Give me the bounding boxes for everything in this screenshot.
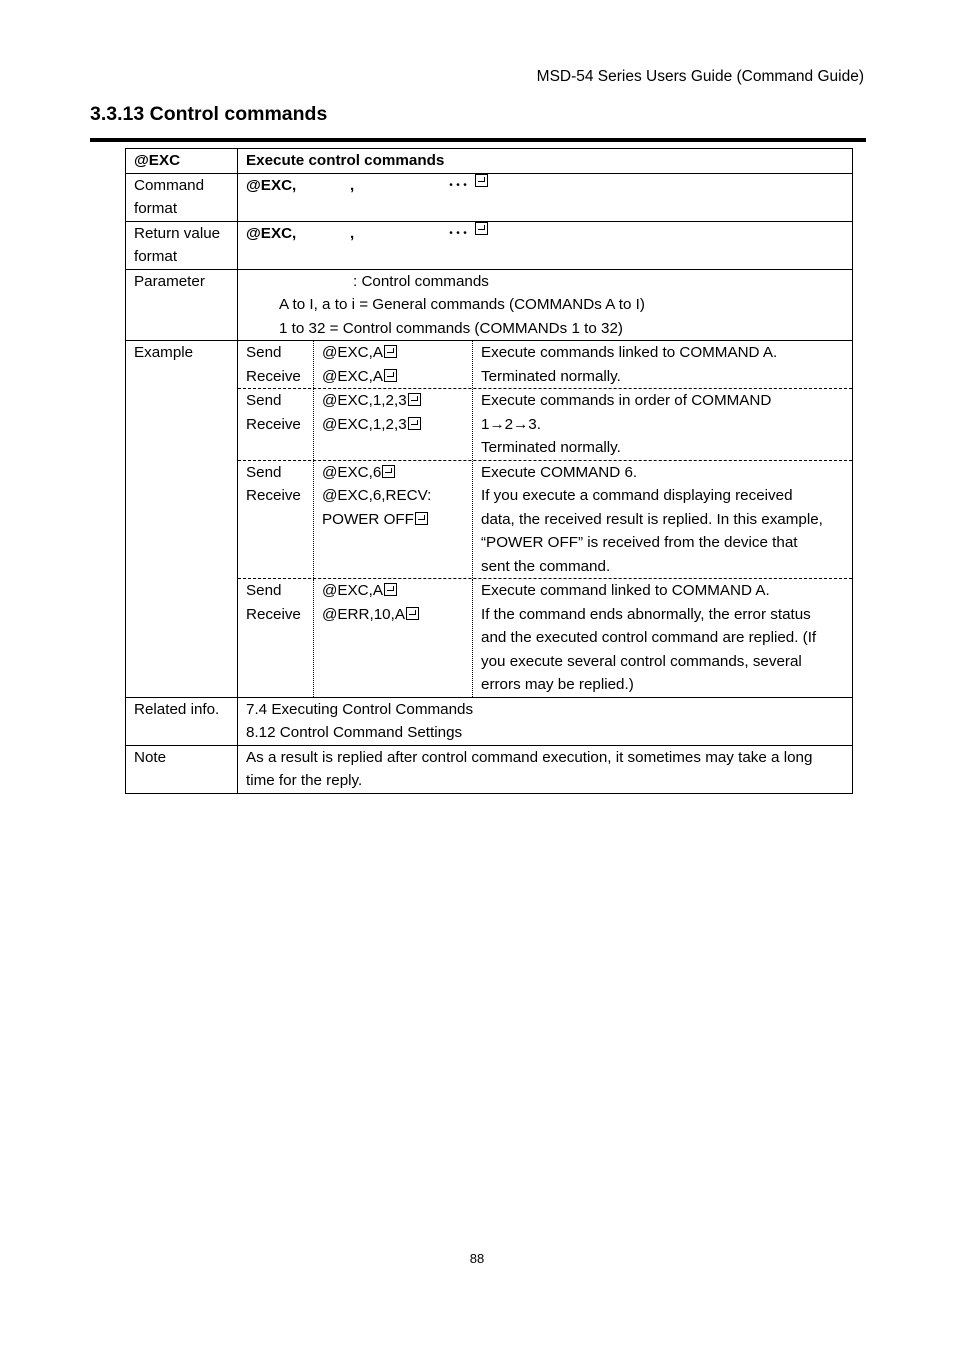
command-description-cell: Execute control commands [238, 149, 853, 174]
return-key-icon [384, 583, 397, 596]
parameter-value: : Control commands A to I, a to i = General commands (COMMANDs A to I) 1 to 32 = Control commands (COMMANDs 1 to 32) [238, 269, 853, 341]
receive-response: @EXC,A [322, 367, 383, 385]
example-block: Send Receive @EXC,6 @EXC,6,RECV: POWER OFF Execute COMMAND 6. If you execute a command displaying received data, the received result is replied. In this example, “POWER OFF” is received from the device that sent the command. [238, 461, 852, 580]
parameter-row [126, 269, 853, 341]
return-key-icon [475, 222, 488, 235]
return-format-label: Return value format [126, 221, 238, 269]
related-link: 7.4 Executing Control Commands [246, 700, 474, 718]
receive-response: @ERR,10,A [322, 605, 405, 623]
related-info-value [238, 697, 853, 745]
command-name-cell: @EXC [126, 149, 238, 174]
return-key-icon [415, 512, 428, 525]
page-number: 88 [469, 1251, 485, 1266]
return-key-icon [408, 393, 421, 406]
example-block: Send Receive @EXC,A @EXC,A Execute commands linked to COMMAND A. Terminated normally. [238, 341, 852, 389]
command-format-label: Command format [126, 173, 238, 221]
receive-response: @EXC,6,RECV: [322, 487, 432, 504]
parameter-label: Parameter [126, 269, 238, 341]
format-comma: , [350, 224, 355, 242]
send-command: @EXC,1,2,3 [322, 392, 407, 409]
title-divider [90, 138, 866, 142]
return-format-value [238, 221, 853, 269]
document-header-title: MSD-54 Series Users Guide (Command Guide) [536, 68, 864, 85]
related-info-label: Related info. [126, 697, 238, 745]
command-format-value [238, 173, 853, 221]
example-block: Send Receive @EXC,A @ERR,10,A Execute command linked to COMMAND A. If the command ends abnormally, the error status and the executed control command are replied. (If you execute several control commands, several errors may be replied.) [238, 579, 852, 697]
section-title: 3.3.13 Control commands [90, 103, 328, 125]
example-cell [238, 341, 853, 698]
return-format-row [126, 221, 853, 269]
note-row [126, 745, 853, 793]
format-prefix: @EXC, [246, 224, 297, 242]
example-block: Send Receive @EXC,1,2,3 @EXC,1,2,3 Execute commands in order of COMMAND 1→2→3. Terminated normally. [238, 389, 852, 461]
command-table [125, 148, 853, 794]
return-key-icon [384, 345, 397, 358]
receive-response: @EXC,1,2,3 [322, 415, 407, 433]
receive-response: POWER OFF [322, 510, 414, 528]
format-prefix: @EXC, [246, 176, 297, 194]
send-command: @EXC,6 [322, 463, 382, 481]
return-key-icon [408, 417, 421, 430]
example-label: Example [126, 341, 238, 698]
send-command: @EXC,A [322, 582, 383, 599]
return-key-icon [406, 607, 419, 620]
table-header-row [126, 149, 853, 174]
related-link: 8.12 Control Command Settings [246, 724, 463, 741]
return-key-icon [384, 369, 397, 382]
example-row [126, 341, 853, 698]
send-command: @EXC,A [322, 344, 383, 361]
format-comma: , [350, 176, 355, 194]
return-key-icon [382, 465, 395, 478]
format-ellipsis: ･･･ [448, 225, 470, 240]
return-key-icon [475, 174, 488, 187]
format-ellipsis: ･･･ [448, 177, 470, 192]
note-label: Note [126, 745, 238, 793]
command-format-row [126, 173, 853, 221]
note-value: As a result is replied after control command execution, it sometimes may take a long time for the reply. [238, 745, 853, 793]
related-info-row [126, 697, 853, 745]
